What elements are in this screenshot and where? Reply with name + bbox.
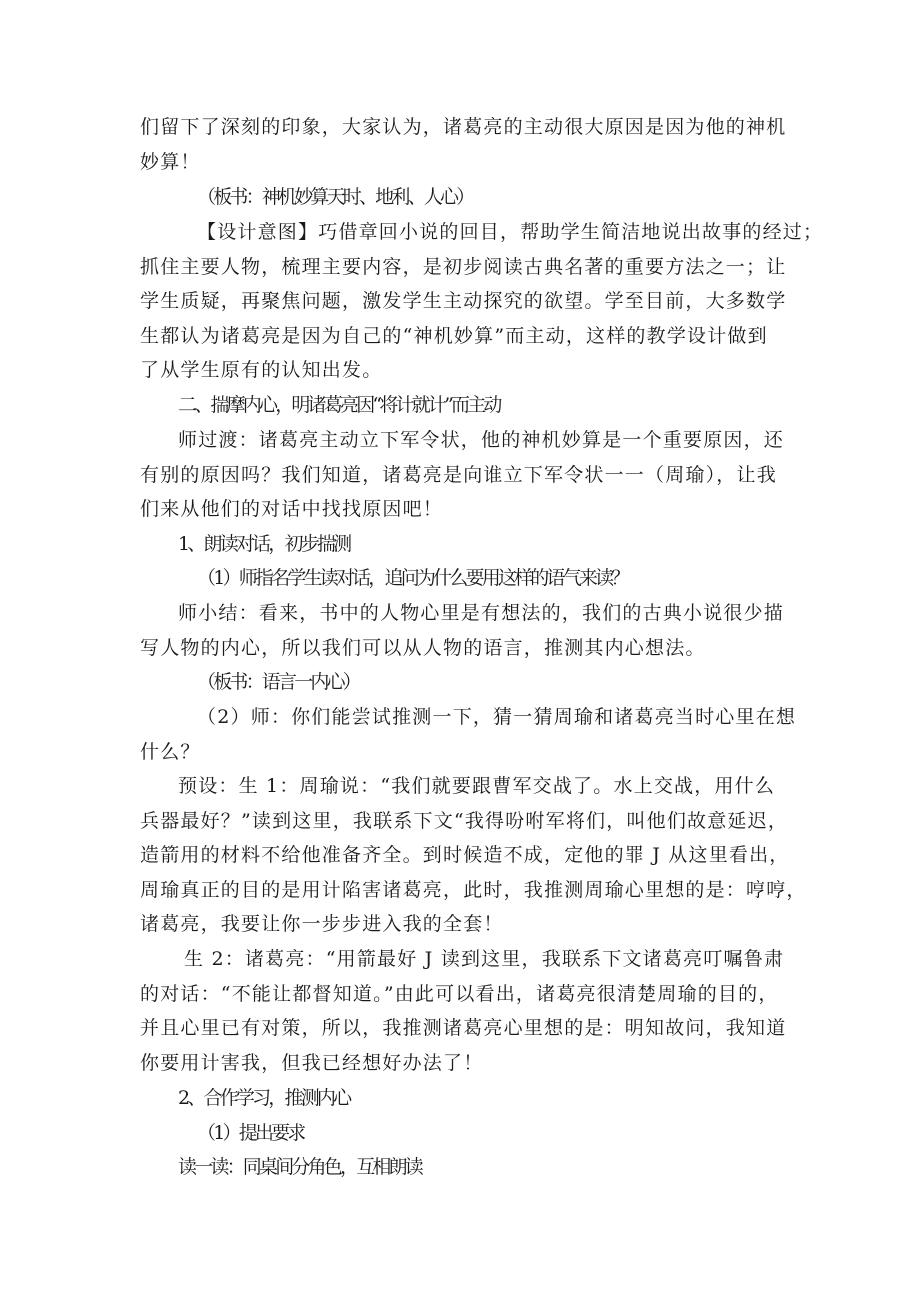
text-line: 兵器最好？”读到这里，我联系下文“我得吩咐军将们，叫他们故意延迟， bbox=[140, 809, 789, 832]
requirement-heading bbox=[197, 1116, 847, 1151]
step-2-paragraph bbox=[140, 700, 797, 769]
text-line: （1）师指名学生读对话，追问为什么要用这样的语气来读？ bbox=[197, 567, 628, 589]
text-line: 诸葛亮，我要让你一步步进入我的全套！ bbox=[140, 913, 504, 935]
read-instruction bbox=[178, 1150, 828, 1185]
text-line: （2）师：你们能尝试推测一下，猜一猜周瑜和诸葛亮当时心里在想 bbox=[197, 706, 797, 728]
text-line: 写人物的内心，所以我们可以从人物的语言，推测其内心想法。 bbox=[140, 636, 706, 659]
design-intent-paragraph bbox=[140, 215, 824, 388]
text-line: 2、合作学习，推测内心 bbox=[178, 1087, 350, 1109]
text-line: 学生质疑，再聚焦问题，激发学生主动探究的欲望。学至目前，大多数学 bbox=[140, 290, 787, 312]
text-line: 二、揣摩内心，明诸葛亮因“将计就计”而主动 bbox=[178, 394, 500, 416]
preset-student-2-paragraph bbox=[140, 942, 790, 1080]
text-line: 师小结：看来，书中的人物心里是有想法的，我们的古典小说很少描 bbox=[178, 602, 785, 624]
paragraph-intro-continuation bbox=[140, 110, 790, 179]
subsection-heading-2 bbox=[178, 1081, 828, 1116]
text-line: 并且心里已有对策，所以，我推测诸葛亮心里想的是：明知故问，我知道 bbox=[140, 1017, 787, 1039]
preset-student-1-paragraph bbox=[140, 769, 807, 942]
text-line: 了从学生原有的认知出发。 bbox=[140, 359, 383, 381]
text-line: 什么？ bbox=[140, 740, 201, 763]
text-line: 你要用计害我，但我已经想好办法了！ bbox=[140, 1051, 484, 1074]
board-note-2 bbox=[197, 665, 847, 700]
text-line: 的对话：“不能让都督知道。”由此可以看出，诸葛亮很清楚周瑜的目的， bbox=[140, 982, 779, 1005]
text-line: 生 2：诸葛亮：“用箭最好 J 读到这里，我联系下文诸葛亮叮嘱鲁肃 bbox=[184, 948, 785, 970]
text-line: 1、朗读对话，初步揣测 bbox=[178, 533, 350, 555]
text-line: 们来从他们的对话中找找原因吧！ bbox=[140, 498, 444, 520]
text-line: 【设计意图】巧借章回小说的回目，帮助学生简洁地说出故事的经过； bbox=[197, 221, 824, 243]
text-line: 抓住主要人物，梳理主要内容，是初步阅读古典名著的重要方法之一；让 bbox=[140, 255, 787, 278]
text-line: 周瑜真正的目的是用计陷害诸葛亮，此时，我推测周瑜心里想的是：哼哼， bbox=[140, 878, 807, 901]
text-line: （1）提出要求 bbox=[197, 1122, 304, 1144]
step-1-paragraph bbox=[197, 561, 847, 596]
teacher-transition-paragraph bbox=[140, 423, 790, 527]
text-line: 们留下了深刻的印象，大家认为，诸葛亮的主动很大原因是因为他的神机 bbox=[140, 116, 787, 138]
text-line: （板书：神机妙算天时、地利、人心） bbox=[197, 186, 473, 208]
text-line: （板书：语言一内心） bbox=[197, 671, 360, 693]
text-line: 师过渡：诸葛亮主动立下军令状，他的神机妙算是一个重要原因，还 bbox=[178, 429, 785, 451]
subsection-heading-1 bbox=[178, 527, 828, 562]
board-note-1 bbox=[197, 180, 847, 215]
section-heading-2 bbox=[178, 388, 828, 423]
text-line: 生都认为诸葛亮是因为自己的“神机妙算”而主动，这样的教学设计做到 bbox=[140, 324, 768, 347]
text-line: 妙算！ bbox=[140, 150, 201, 173]
text-line: 造箭用的材料不给他准备齐全。到时候造不成，定他的罪 J 从这里看出， bbox=[140, 844, 790, 866]
text-line: 读一读：同桌间分角色，互相朗读 bbox=[178, 1156, 422, 1178]
text-line: 有别的原因吗？我们知道，诸葛亮是向谁立下军令状一一（周瑜），让我 bbox=[140, 463, 777, 486]
teacher-summary-paragraph bbox=[140, 596, 790, 665]
text-line: 预设：生 1：周瑜说：“我们就要跟曹军交战了。水上交战，用什么 bbox=[178, 775, 776, 797]
